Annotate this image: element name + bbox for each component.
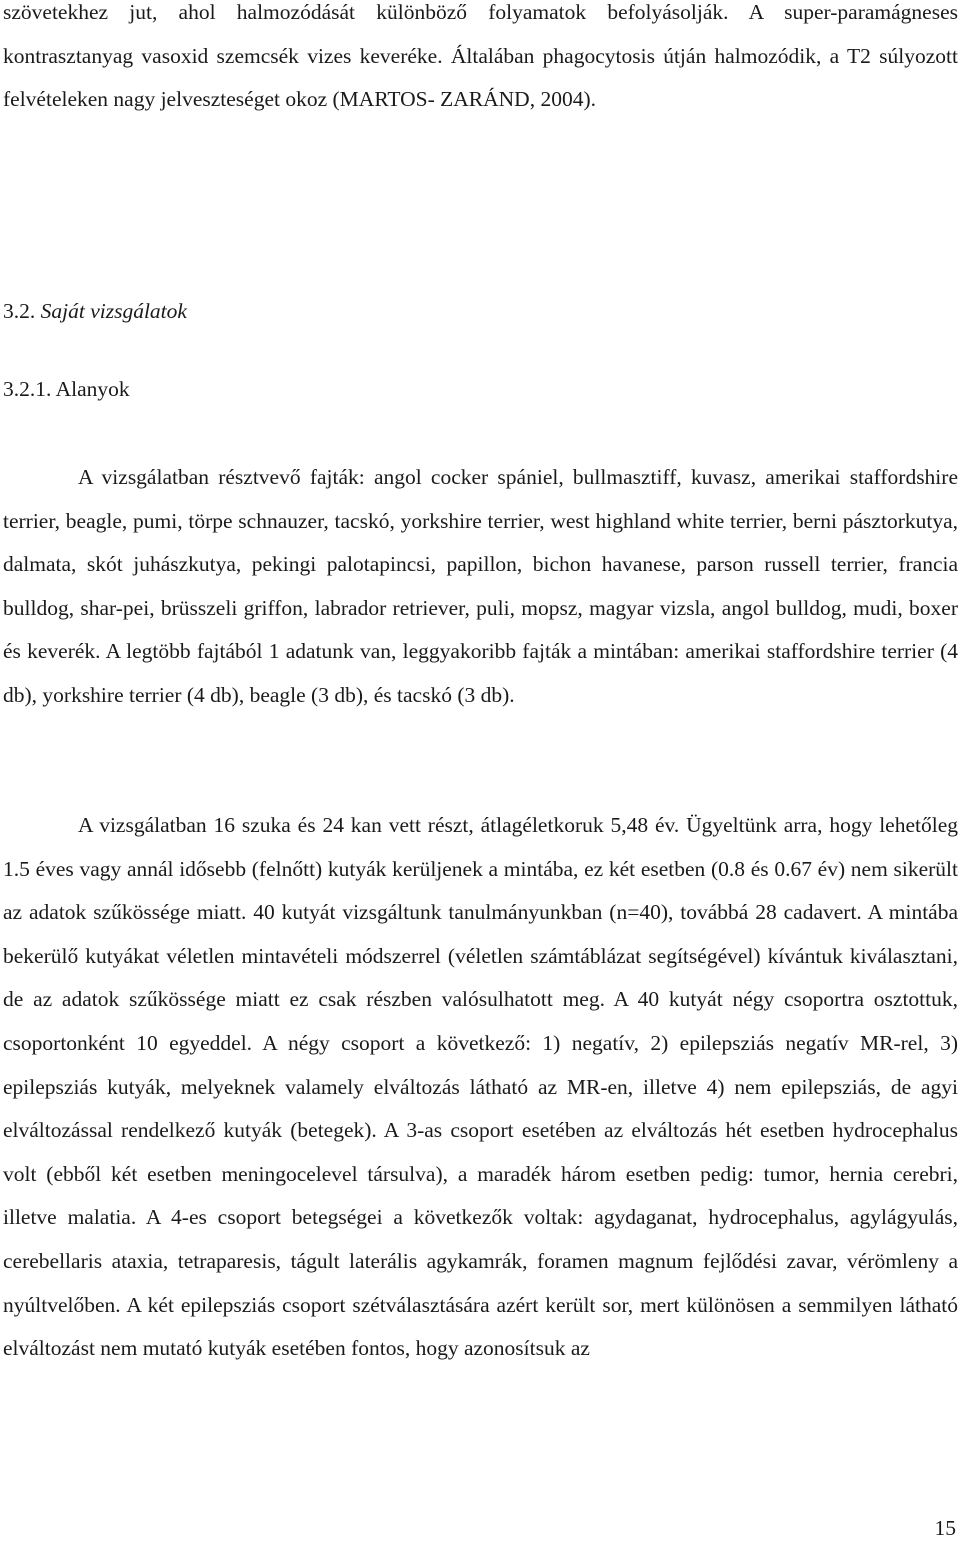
intro-paragraph bbox=[3, 0, 958, 122]
breeds-text: A vizsgálatban résztvevő fajták: angol cocker spániel, bullmasztiff, kuvasz, amerikai staffordshire terrier, beagle, pumi, törpe schnauzer, tacskó, yorkshire terrier, west highland white terrier, berni pásztorkutya, dalmata, skót juhászkutya, pekingi palotapincsi, papillon, bichon havanese, parson russell terrier, francia bulldog, shar-pei, brüsszeli griffon, labrador retriever, puli, mopsz, magyar vizsla, angol bulldog, mudi, boxer és keverék. A legtöbb fajtából 1 adatunk van, leggyakoribb fajták a mintában: amerikai staffordshire terrier (4 db), yorkshire terrier (4 db), beagle (3 db), és tacskó (3 db). bbox=[3, 465, 958, 707]
section-title: Saját vizsgálatok bbox=[40, 299, 187, 323]
intro-text: szövetekhez jut, ahol halmozódását különböző folyamatok befolyásolják. A super-paramágneses kontrasztanyag vasoxid szemcsék vizes keveréke. Általában phagocytosis útján halmozódik, a T2 súlyozott felvételeken nagy jelveszteséget okoz (MARTOS- ZARÁND, 2004). bbox=[3, 0, 958, 112]
study-text: A vizsgálatban 16 szuka és 24 kan vett részt, átlagéletkoruk 5,48 év. Ügyeltünk arra, hogy lehetőleg 1.5 éves vagy annál idősebb (felnőtt) kutyák kerüljenek a mintába, ez két esetben (0.8 és 0.67 év) nem sikerült az adatok szűkössége miatt. 40 kutyát vizsgáltunk tanulmányunkban (n=40), továbbá 28 cadavert. A mintába bekerülő kutyákat véletlen mintavételi módszerrel (véletlen számtáblázat segítségével) kívántuk kiválasztani, de az adatok szűkössége miatt ez csak részben valósulhatott meg. A 40 kutyát négy csoportra osztottuk, csoportonként 10 egyeddel. A négy csoport a következő: 1) negatív, 2) epilepsziás negatív MR-rel, 3) epilepsziás kutyák, melyeknek valamely elváltozás látható az MR-en, illetve 4) nem epilepsziás, de agyi elváltozással rendelkező kutyák (betegek). A 3-as csoport esetében az elváltozás hét esetben hydrocephalus volt (ebből két esetben meningocelevel társulva), a maradék három esetben pedig: tumor, hernia cerebri, illetve malatia. A 4-es csoport betegségei a következők voltak: agydaganat, hydrocephalus, agylágyulás, cerebellaris ataxia, tetraparesis, tágult laterális agykamrák, foramen magnum fejlődési zavar, vérömleny a nyúltvelőben. A két epilepsziás csoport szétválasztására azért került sor, mert különösen a semmilyen látható elváltozást nem mutató kutyák esetében fontos, hogy azonosítsuk az bbox=[3, 813, 958, 1361]
subsection-heading: 3.2.1. Alanyok bbox=[3, 377, 130, 401]
page-number: 15 bbox=[934, 1516, 956, 1540]
section-heading bbox=[3, 296, 187, 326]
study-paragraph bbox=[3, 804, 958, 1371]
section-number: 3.2. bbox=[3, 299, 36, 323]
breeds-paragraph bbox=[3, 456, 958, 718]
